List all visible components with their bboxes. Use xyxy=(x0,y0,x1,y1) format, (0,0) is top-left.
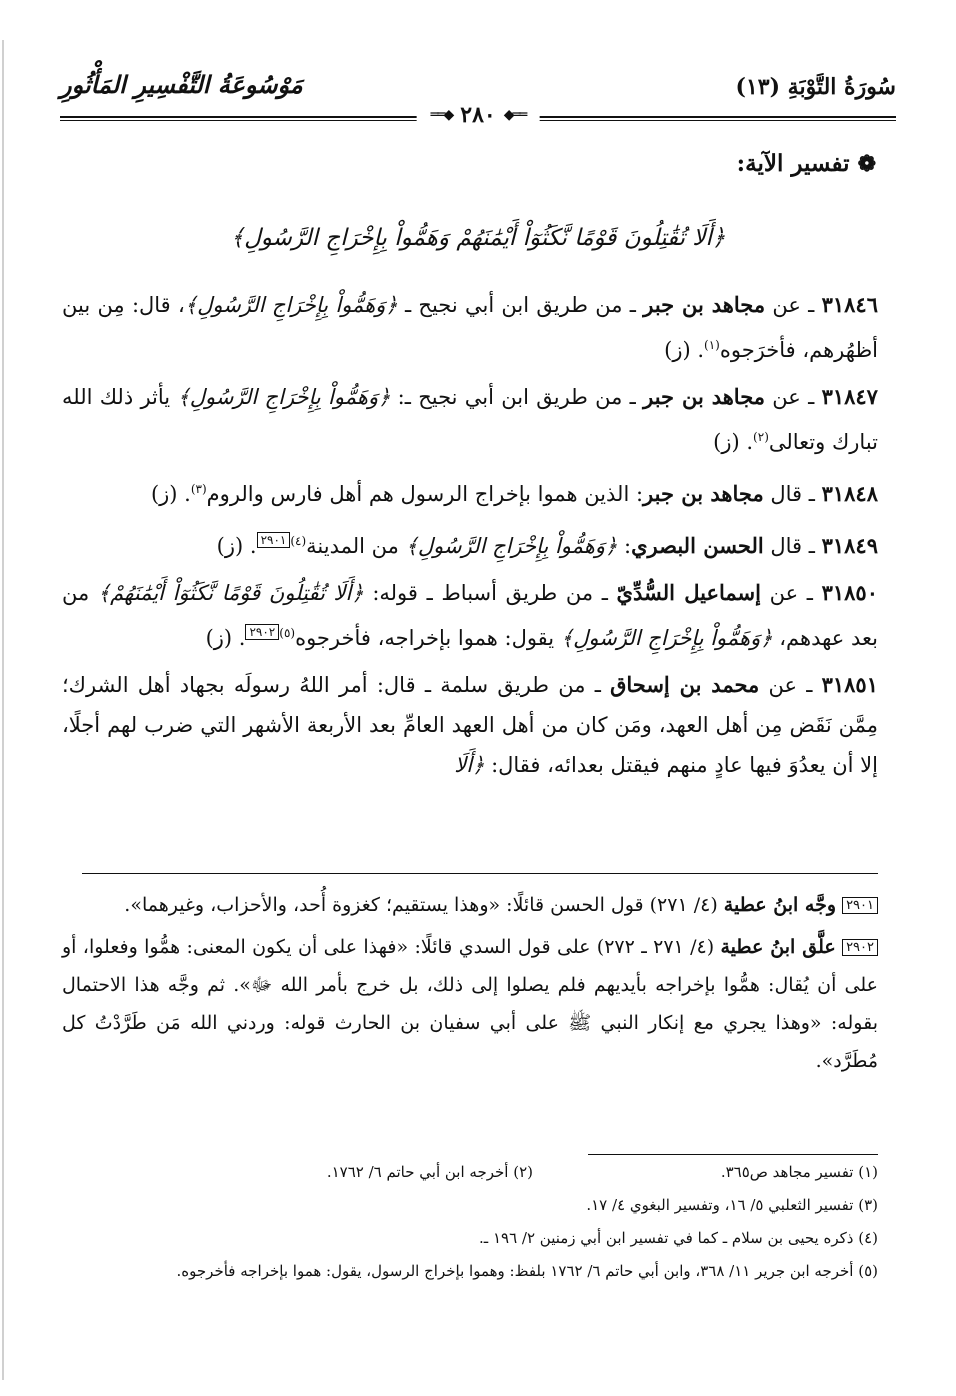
narration-number: ٣١٨٥١ xyxy=(821,672,878,697)
narration-number: ٣١٨٤٩ xyxy=(821,533,878,558)
footnote-4: (٤) ذكره يحيى بن سلام ـ كما في تفسير ابن أبي زمنين ٢/ ١٩٦ ـ. xyxy=(479,1229,878,1247)
verse: ﴿أَلَا تُقَٰتِلُونَ قَوْمًا نَّكَثُوٓاْ أَيْمَٰنَهُمْ وَهَمُّواْ بِإِخْرَاجِ الرَّسُولِ﴾ xyxy=(230,225,726,251)
text-run: ـ قال xyxy=(763,482,822,506)
editor-note xyxy=(62,886,878,924)
notes-separator xyxy=(82,873,878,874)
narration-entry xyxy=(62,521,878,566)
footnote-marker: (٢) xyxy=(753,430,769,444)
narration-entry xyxy=(62,469,878,514)
quran-quote: ﴿أَلَا تُقَٰتِلُونَ قَوْمًا نَّكَثُوٓاْ أَيْمَٰنَهُمْ﴾ xyxy=(97,581,364,605)
narration-number: ٣١٨٤٦ xyxy=(821,292,878,317)
narrator-name: الحسن البصري xyxy=(631,533,764,558)
text-run: ـ عن xyxy=(765,293,822,317)
editor-note xyxy=(62,928,878,1080)
narration-entry xyxy=(62,285,878,370)
scan-edge xyxy=(2,40,4,1380)
text-run: ـ عن xyxy=(765,385,822,409)
running-head-book: مَوْسُوعَةُ التَّفْسِيرِ المَأْثُورِ xyxy=(60,70,303,99)
narration-number: ٣١٨٤٨ xyxy=(821,481,878,506)
page-number-block xyxy=(417,102,540,128)
text-run: ـ من طريق ابن أبي نجيح ـ: xyxy=(390,385,644,409)
text-run: . (ز) xyxy=(664,338,705,362)
ornament-right-icon: ◆══ xyxy=(503,107,526,123)
section-title xyxy=(737,150,876,177)
text-run: . (ز) xyxy=(713,430,754,454)
note-number-box: ٢٩٠٢ xyxy=(842,939,878,956)
footnote-row xyxy=(66,1156,878,1189)
narrator-name: علَّق ابنُ عطية xyxy=(720,936,836,958)
narration-entry xyxy=(62,665,878,785)
quran-quote: ﴿وَهَمُّواْ بِإِخْرَاجِ الرَّسُولِ﴾ xyxy=(560,626,773,650)
text-run: ، قال: مِن بين أظهُرهم، فأخرَجوه xyxy=(62,293,878,362)
note-reference: ٢٩٠١ xyxy=(257,532,291,548)
text-run: : xyxy=(617,534,632,558)
text-run: : الذين هموا بإخراج الرسول هم أهل فارس والروم xyxy=(206,482,644,506)
narrator-name: مجاهد بن جبر xyxy=(643,292,766,317)
ornament-left-icon: ══◆ xyxy=(430,107,453,123)
editor-notes xyxy=(62,886,878,1084)
text-run: يقول: هموا بإخراجه، فأخرجوه xyxy=(295,626,561,650)
narrator-name: مجاهد بن جبر xyxy=(643,481,764,506)
page-number: ٢٨٠ xyxy=(460,102,496,128)
text-run: ـ عن xyxy=(759,673,822,697)
narration-entry xyxy=(62,377,878,462)
text-run: من بعد عهدهم، xyxy=(62,581,878,650)
quran-quote: ﴿وَهَمُّواْ بِإِخْرَاجِ الرَّسُولِ﴾ xyxy=(177,385,391,409)
narrations xyxy=(62,285,878,792)
footnote-marker: (١) xyxy=(704,338,720,352)
text-run: من المدينة xyxy=(306,534,406,558)
narration-entry xyxy=(62,573,878,658)
text-run: (٤/ ٢٧١ ـ ٢٧٢) على قول السدي قائلًا: «فهذا على أن يكون المعنى: همُّوا وفعلوا، أو على أن يُقال: همُّوا بإخراجه بأيديهم فلم يصلوا إلى ذلك، بل خرج بأمر الله ﷻ». ثم وجَّه هذا الاحتمال بقوله: «وهذا يجري مع إنكار النبي ﷺ على أبي سفيان بن الحارث قوله: وردني الله مَن طَرَّدْتُ كل مُطَرَّد». xyxy=(62,936,878,1072)
footnote-3: (٣) تفسير الثعلبي ٥/ ١٦، وتفسير البغوي ٤/ ١٧. xyxy=(586,1196,878,1214)
text-run: ـ من طريق سلمة ـ قال: أمر اللهُ رسولَه بجهاد أهل الشرك؛ مِمَّن نَقَض مِن أهل العهد، ومَن كان من أهل العهد العامِّ بعد الأربعة الأشهر التي ضرب لهم أجلًا، إلا أن يعدُوَ فيها عادٍ منهم فيقتل بعدائه، فقال: xyxy=(62,673,878,777)
footnotes-separator xyxy=(588,1154,878,1155)
narrator-name: محمد بن إسحاق xyxy=(610,672,760,697)
text-run: يأثر ذلك الله تبارك وتعالى xyxy=(62,385,878,454)
footnote-marker: (٥) xyxy=(279,626,296,640)
footnote-5: (٥) أخرجه ابن جرير ١١/ ٣٦٨، وابن أبي حاتم ٦/ ١٧٦٢ بلفظ: وهموا بإخراج الرسول، يقول: هموا بإخراجه فأخرجوه. xyxy=(176,1262,878,1280)
quran-quote: ﴿وَهَمُّواْ بِإِخْرَاجِ الرَّسُولِ﴾ xyxy=(184,293,398,317)
text-run: ـ عن xyxy=(761,581,822,605)
narrator-name: وجَّه ابنُ عطية xyxy=(723,894,837,916)
footnote-1: (١) تفسير مجاهد ص٣٦٥. xyxy=(720,1163,878,1181)
footnote-marker: (٣) xyxy=(190,482,207,496)
text-run: ـ من طريق ابن أبي نجيح ـ xyxy=(397,293,644,317)
footnote-2: (٢) أخرجه ابن أبي حاتم ٦/ ١٧٦٢. xyxy=(326,1163,533,1181)
footnotes xyxy=(66,1156,878,1288)
text-run: . (ز) xyxy=(205,626,246,650)
page-header xyxy=(60,68,896,128)
text-run: ـ قال xyxy=(763,534,822,558)
quran-quote: ﴿وَهَمُّواْ بِإِخْرَاجِ الرَّسُولِ﴾ xyxy=(405,534,618,558)
narration-number: ٣١٨٤٧ xyxy=(821,384,878,409)
text-run: (٤/ ٢٧١) قول الحسن قائلًا: «وهذا يستقيم؛ كغزوة أُحد، والأحزاب، وغيرهما». xyxy=(124,894,724,916)
narration-number: ٣١٨٥٠ xyxy=(821,580,878,605)
flower-icon: ❁ xyxy=(857,150,876,177)
narrator-name: إسماعيل السُّدِّيّ xyxy=(616,580,761,605)
running-head-sura: سُورَةُ التَّوْبَةِ (١٣) xyxy=(735,74,896,100)
narrator-name: مجاهد بن جبر xyxy=(643,384,766,409)
note-number-box: ٢٩٠١ xyxy=(842,897,878,914)
quran-quote: ﴿أَلَا xyxy=(454,753,485,777)
note-reference: ٢٩٠٢ xyxy=(245,624,279,640)
text-run: ـ من طريق أسباط ـ قوله: xyxy=(363,581,617,605)
section-title-text: تفسير الآية: xyxy=(736,150,850,177)
text-run: . (ز) xyxy=(216,534,257,558)
text-run: . (ز) xyxy=(150,482,191,506)
footnote-marker: (٤) xyxy=(290,534,307,548)
